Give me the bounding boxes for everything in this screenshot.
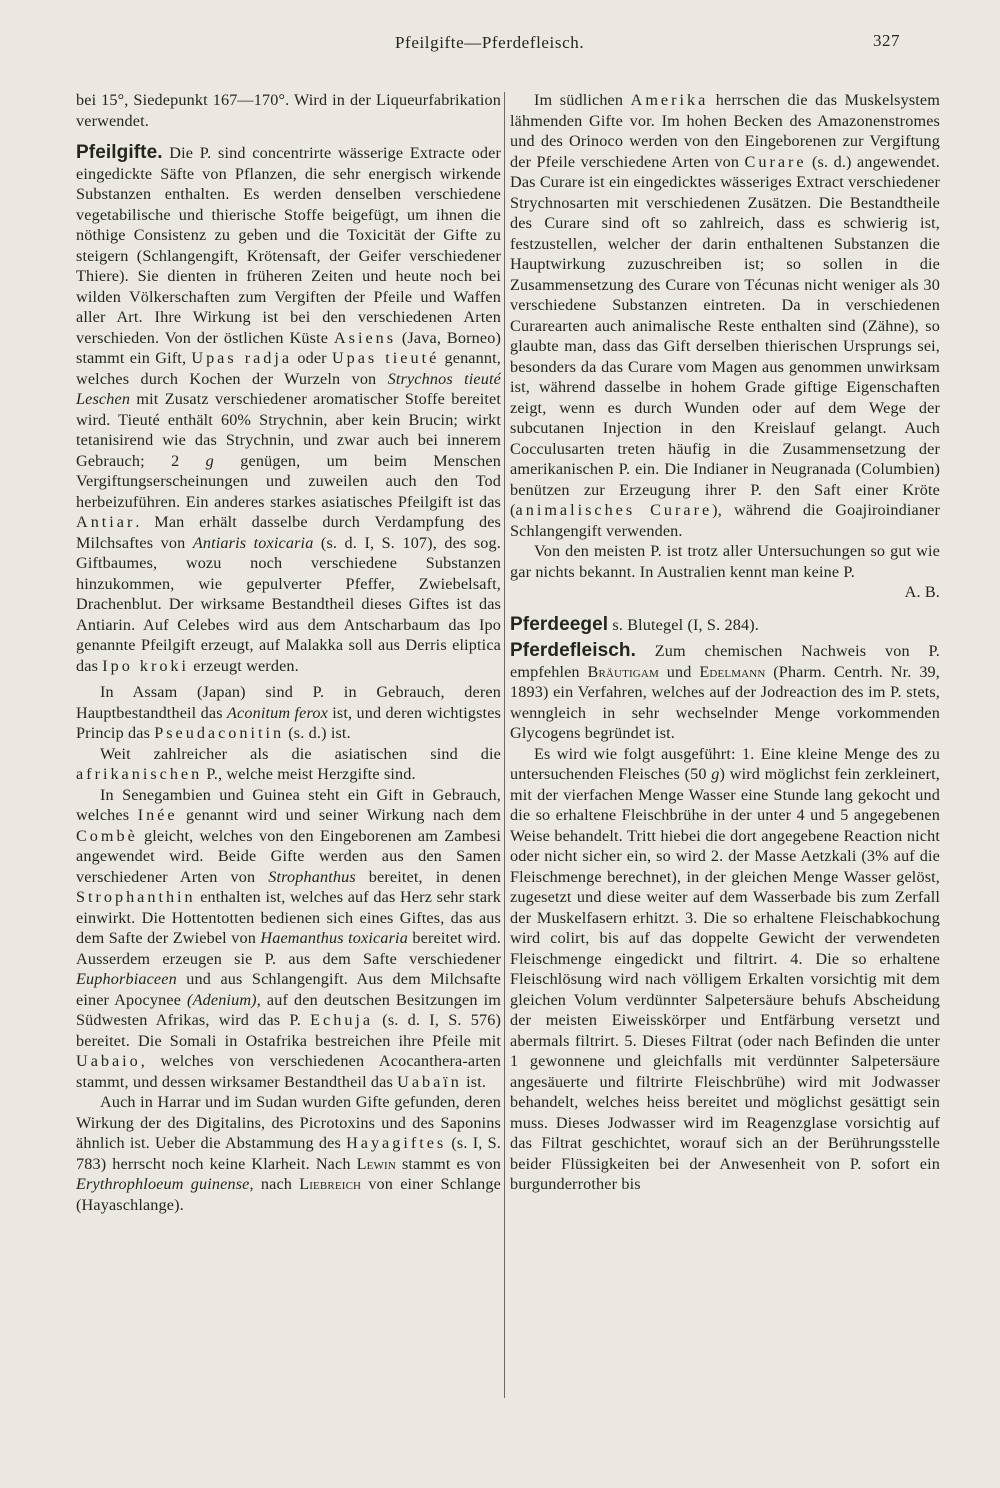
paragraph-continuation: bei 15°, Siedepunkt 167—170°. Wird in der Liqueurfabrikation verwendet. (76, 91, 501, 130)
paragraph-harrar: Auch in Harrar und im Sudan wurden Gifte gefunden, deren Wirkung der des Digitalins, des Picrotoxins und des Saponins ähnlich ist. Ueber die Abstammung des Hayagiftes (s. I, S. 783) herrscht noch keine Klarheit. Nach Lewin stammt es von Erythrophloeum guinense, nach Liebreich von einer Schlange (Hayaschlange). (76, 1093, 502, 1214)
paragraph-amerika: Im südlichen Amerika herrschen die das Muskelsystem lähmenden Gifte vor. Im hohen Becken des Amazonenstromes und des Orinoco werden von den Eingeborenen zur Vergiftung der Pfeile verschiedene Arten von Curare (s. d.) angewendet. Das Curare ist ein eingedicktes wässeriges Extract verschiedener Strychnosarten mit verschiedenen Zusätzen. Die Bestandtheile des Curare sind oft so zahlreich, dass es schwierig ist, festzustellen, welcher der darin enthaltenen Substanzen die Hauptwirkung zuzuschreiben ist; so sollen in die Zusammensetzung des Curare von Técunas nicht weniger als 30 verschiedene Substanzen eintreten. Da in verschiedenen Curarearten auch animalische Reste enthalten sind (Zähne), so glaubte man, dass das Gift derselben thierischen Ursprungs sei, besonders da das Curare vom Magen aus genommen unwirksam ist, während dasselbe in hohem Grade giftige Eigenschaften zeigt, wenn es durch Wunden oder auf dem Wege der subcutanen Injection in den Kreislauf gelangt. Auch Cocculusarten treten häufig in die Zusammensetzung der amerikanischen P. ein. Die Indianer in Neugranada (Columbien) benützen zur Erzeugung ihrer P. den Saft einer Kröte (animalisches Curare), während die Goajiroindianer Schlangengift verwenden. (510, 91, 940, 540)
paragraph-verfahren: Es wird wie folgt ausgeführt: 1. Eine kleine Menge des zu untersuchenden Fleisches (50 g) wird möglichst fein zerkleinert, mit der vierfachen Menge Wasser eine Stunde lang gekocht und die so erhaltene Fleischbrühe in der unter 4 und 5 angegebenen Weise behandelt. Tritt hiebei die dort angegebene Reaction nicht oder nicht sicher ein, so wird 2. der Masse Aetzkali (3% auf die Fleischmenge berechnet), in der gleichen Menge Wasser gelöst, zugesetzt und diese weiter auf dem Wasserbade bis zum Zerfall der Muskelfasern erhitzt. 3. Die so erhaltene Fleischabkochung wird colirt, bis auf das doppelte Gewicht der verwendeten Fleischmenge eingedickt und filtrirt. 4. Die so erhaltene Fleischlösung wird nach völligem Erkalten vorsichtig mit dem gleichen Volum verdünnter Salpetersäure behufs Abscheidung der meisten Eiweisskörper und Entfärbung versetzt und abermals filtrirt. 5. Dieses Filtrat (oder nach Befinden die unter 1 gewonnene und gleichfalls mit verdünnter Salpetersäure angesäuerte und filtrirte Fleischbrühe) wird mit Jodwasser behandelt, welches heiss bereitet und möglichst gesättigt sein muss. Dieses Jodwasser wird im Reagenzglase vorsichtig auf das Filtrat geschichtet, worauf sich an der Berührungsstelle beider Flüssigkeiten bei der Anwesenheit von P. sofort ein burgunderrother bis (510, 744, 940, 1193)
lemma-pferdeegel: Pferdeegel (510, 613, 609, 635)
page-number: 327 (873, 31, 900, 50)
left-column (76, 90, 501, 1215)
entry-pferdefleisch: Pferdefleisch. Zum chemischen Nachweis von P. empfehlen Bräutigam und Edelmann (Pharm. Centrh. Nr. 39, 1893) ein Verfahren, welches auf der Jodreaction des im P. stets, wenngleich in sehr wechselnder Menge vorkommenden Glycogens begründet ist. (510, 640, 940, 742)
column-divider (504, 92, 505, 1398)
lemma-pferdefleisch: Pferdefleisch. (510, 640, 637, 661)
entry-pferdeegel: Pferdeegel s. Blutegel (I, S. 284). (510, 613, 759, 635)
paragraph-australien: Von den meisten P. ist trotz aller Untersuchungen so gut wie gar nichts bekannt. In Australien kennt man keine P. (510, 542, 940, 581)
page-header (0, 33, 1000, 57)
right-column (510, 90, 940, 1195)
author-signature: A. B. (904, 583, 940, 601)
lemma-pfeilgifte: Pfeilgifte. (76, 142, 163, 163)
paragraph-assam: In Assam (Japan) sind P. in Gebrauch, deren Hauptbestandtheil das Aconitum ferox ist, und deren wichtigstes Princip das Pseudaconitin (s. d.) ist. (76, 683, 501, 742)
entry-pfeilgifte: Pfeilgifte. Die P. sind concentrirte wässerige Extracte oder eingedickte Säfte von Pflanzen, die sehr energisch wirkende Substanzen enthalten. Es werden denselben verschiedene vegetabilische und thierische Stoffe beigefügt, um ihnen die nöthige Consistenz zu geben und die Toxicität der Gifte zu steigern (Schlangengift, Krötensaft, der Geifer verschiedener Thiere). Sie dienten in früheren Zeiten und heute noch bei wilden Völkerschaften zum Vergiften der Pfeile und Waffen aller Art. Ihre Wirkung ist bei den verschiedenen Arten verschieden. Von der östlichen Küste Asiens (Java, Borneo) stammt ein Gift, Upas radja oder Upas tieuté genannt, welches durch Kochen der Wurzeln von Strychnos tieuté Leschen mit Zusatz verschiedener aromatischer Stoffe bereitet wird. Tieuté enthält 60% Strychnin, aber kein Brucin; wirkt tetanisirend wie das Strychnin, und zwar auch bei innerem Gebrauch; 2 g genügen, um beim Menschen Vergiftungserscheinungen und zuweilen auch den Tod herbeizuführen. Ein anderes starkes asiatisches Pfeilgift ist das Antiar. Man erhält dasselbe durch Verdampfung des Milchsaftes von Antiaris toxicaria (s. d. I, S. 107), des sog. Giftbaumes, wozu noch verschiedene Substanzen hinzukommen, wie gepulverter Pfeffer, Zwiebelsaft, Drachenblut. Der wirksame Bestandtheil dieses Giftes ist das Antiarin. Auf Celebes wird aus dem Antscharbaum das Ipo genannte Pfeilgift erzeugt, auf Malakka soll aus Derris eliptica das Ipo kroki erzeugt werden. (76, 142, 501, 675)
paragraph-afrikanische: Weit zahlreicher als die asiatischen sind die afrikanischen P., welche meist Herzgifte sind. (76, 744, 501, 783)
running-title: Pfeilgifte—Pferdefleisch. (395, 33, 585, 52)
paragraph-senegambien: In Senegambien und Guinea steht ein Gift in Gebrauch, welches Inée genannt wird und seiner Wirkung nach dem Combè gleicht, welches von den Eingeborenen am Zambesi angewendet wird. Beide Gifte werden aus den Samen verschiedener Arten von Strophanthus bereitet, in denen Strophanthin enthalten ist, welches auf das Herz sehr stark einwirkt. Die Hottentotten bedienen sich eines Giftes, das aus dem Safte der Zwiebel von Haemanthus toxicaria bereitet wird. Ausserdem erzeugen sie P. aus dem Safte verschiedener Euphorbiaceen und aus Schlangengift. Aus dem Milchsafte einer Apocynee (Adenium), auf den deutschen Besitzungen im Südwesten Afrikas, wird das P. Echuja (s. d. I, S. 576) bereitet. Die Somali in Ostafrika bestreichen ihre Pfeile mit Uabaio, welches von verschiedenen Acocanthera-arten stammt, und dessen wirksamer Bestandtheil das Uabaïn ist. (76, 785, 501, 1091)
